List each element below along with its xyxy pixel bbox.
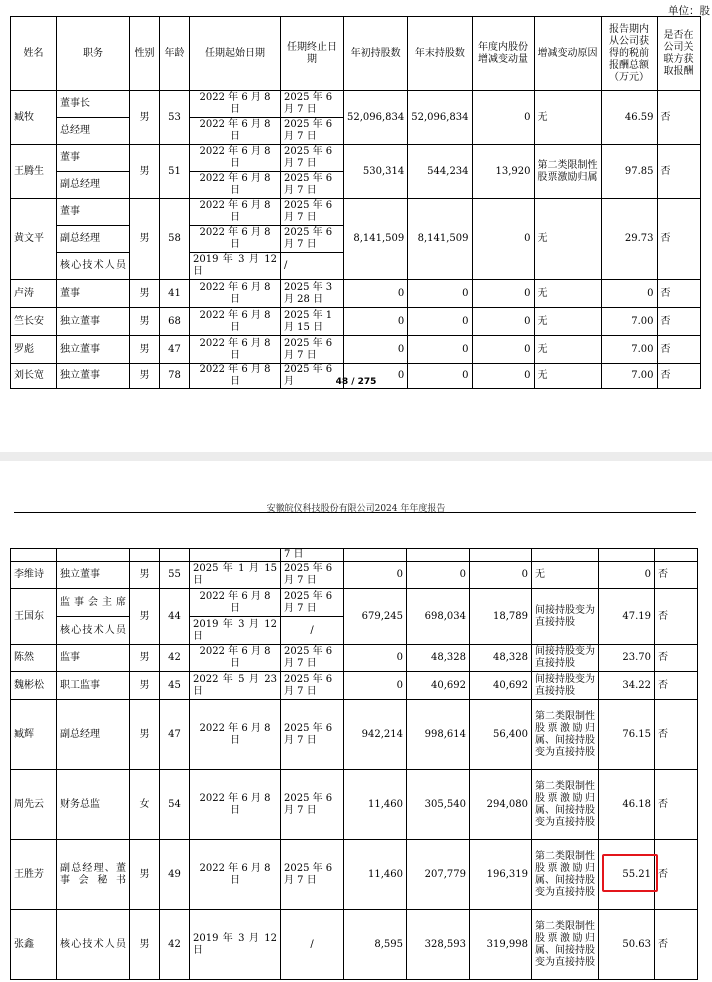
col-header: 任期终止日期 <box>281 17 344 91</box>
pay-cell: 34.22 <box>599 672 655 700</box>
table-row-carryover <box>11 549 698 562</box>
begin-shares-cell: 0 <box>344 645 407 672</box>
report-page-48 <box>0 0 712 452</box>
end-date-cell: / <box>281 617 344 645</box>
start-date-cell: 2022 年 6 月 8 日 <box>190 336 281 364</box>
pay-cell: 0 <box>599 562 655 589</box>
change-cell: 0 <box>472 336 534 364</box>
begin-shares-cell: 8,141,509 <box>344 199 408 280</box>
reason-cell: 无 <box>534 336 601 364</box>
reason-cell: 第二类限制性股票激励归属 <box>534 145 601 199</box>
start-date-cell: 2022 年 5 月 23 日 <box>190 672 281 700</box>
table-row <box>11 770 698 840</box>
role-cell: 董事长 <box>57 91 130 118</box>
reason-cell: 第二类限制性股票激励归属、间接持股变为直接持股 <box>532 770 599 840</box>
begin-shares-cell: 0 <box>344 364 408 389</box>
age-cell: 53 <box>160 91 190 145</box>
change-cell: 13,920 <box>472 145 534 199</box>
change-cell: 0 <box>472 308 534 336</box>
start-date-cell: 2022 年 6 月 8 日 <box>190 118 281 145</box>
reason-cell: 无 <box>534 199 601 280</box>
reason-cell: 间接持股变为直接持股 <box>532 672 599 700</box>
role-cell: 监事会主席 <box>57 589 130 617</box>
reason-cell: 第二类限制性股票激励归属、间接持股变为直接持股 <box>532 840 599 910</box>
change-cell: 56,400 <box>470 700 532 770</box>
related-cell: 否 <box>657 280 700 308</box>
start-date-cell: 2022 年 6 月 8 日 <box>190 226 281 253</box>
start-date-cell: 2019 年 3 月 12 日 <box>190 253 281 280</box>
change-cell: 0 <box>470 562 532 589</box>
begin-shares-cell: 942,214 <box>344 700 407 770</box>
name-cell: 黄文平 <box>11 199 57 280</box>
age-cell: 54 <box>160 770 190 840</box>
end-shares-cell: 998,614 <box>407 700 470 770</box>
col-header: 增减变动原因 <box>534 17 601 91</box>
end-shares-cell: 698,034 <box>407 589 470 645</box>
begin-shares-cell: 0 <box>344 672 407 700</box>
related-cell: 否 <box>657 145 700 199</box>
pay-cell: 7.00 <box>601 364 657 389</box>
reason-cell: 无 <box>534 364 601 389</box>
role-cell: 独立董事 <box>57 308 130 336</box>
role-cell: 核心技术人员 <box>57 617 130 645</box>
change-cell: 0 <box>472 91 534 145</box>
col-header: 年龄 <box>160 17 190 91</box>
begin-shares-cell: 0 <box>344 280 408 308</box>
col-header: 任期起始日期 <box>190 17 281 91</box>
start-date-cell: 2019 年 3 月 12 日 <box>190 617 281 645</box>
age-cell: 42 <box>160 645 190 672</box>
end-date-cell: 2025 年 6 月 7 日 <box>281 199 344 226</box>
related-cell: 否 <box>655 840 698 910</box>
change-cell: 0 <box>472 364 534 389</box>
name-cell: 陈然 <box>11 645 57 672</box>
gender-cell: 男 <box>130 364 160 389</box>
related-cell: 否 <box>655 589 698 645</box>
end-date-cell: 2025 年 3 月 28 日 <box>281 280 344 308</box>
end-shares-cell: 0 <box>407 562 470 589</box>
related-cell: 否 <box>657 364 700 389</box>
end-date-cell: 2025 年 1 月 15 日 <box>281 308 344 336</box>
change-cell: 319,998 <box>470 910 532 980</box>
change-cell: 40,692 <box>470 672 532 700</box>
end-date-cell: 2025 年 6 月 7 日 <box>281 672 344 700</box>
col-header: 年度内股份增减变动量 <box>472 17 534 91</box>
role-cell: 核心技术人员 <box>57 253 130 280</box>
end-date-cell: 2025 年 6 月 7 日 <box>281 840 344 910</box>
end-date-cell: 2025 年 6 月 7 日 <box>281 118 344 145</box>
page-number: 48 / 275 <box>335 377 377 387</box>
age-cell: 55 <box>160 562 190 589</box>
start-date-cell: 2022 年 6 月 8 日 <box>190 308 281 336</box>
end-date-cell: 2025 年 6 月 7 日 <box>281 172 344 199</box>
start-date-cell: 2022 年 6 月 8 日 <box>190 145 281 172</box>
director-holdings-table-continued <box>10 548 698 980</box>
age-cell: 45 <box>160 672 190 700</box>
director-holdings-table <box>10 16 701 389</box>
change-cell: 0 <box>472 280 534 308</box>
pay-cell: 46.59 <box>601 91 657 145</box>
end-date-cell: 2025 年 6 月 <box>281 364 344 389</box>
gender-cell: 男 <box>130 910 160 980</box>
table-row <box>11 589 698 617</box>
related-cell: 否 <box>657 91 700 145</box>
start-date-cell: 2022 年 6 月 8 日 <box>190 199 281 226</box>
end-shares-cell: 40,692 <box>407 672 470 700</box>
pay-cell-highlighted: 55.21 <box>599 840 655 910</box>
pay-cell: 0 <box>601 280 657 308</box>
role-cell: 核心技术人员 <box>57 910 130 980</box>
begin-shares-cell: 11,460 <box>344 840 407 910</box>
col-header: 性别 <box>130 17 160 91</box>
gender-cell: 男 <box>130 280 160 308</box>
age-cell: 49 <box>160 840 190 910</box>
pay-cell: 47.19 <box>599 589 655 645</box>
change-cell: 294,080 <box>470 770 532 840</box>
begin-shares-cell: 0 <box>344 336 408 364</box>
end-shares-cell: 207,779 <box>407 840 470 910</box>
report-page-49 <box>0 461 712 982</box>
gender-cell: 男 <box>130 700 160 770</box>
end-shares-cell: 0 <box>408 336 472 364</box>
related-cell: 否 <box>655 562 698 589</box>
age-cell: 51 <box>160 145 190 199</box>
highlight-box <box>602 854 658 892</box>
gender-cell: 男 <box>130 672 160 700</box>
start-date-cell: 2022 年 6 月 8 日 <box>190 770 281 840</box>
role-cell: 副总经理 <box>57 700 130 770</box>
table-row <box>11 336 701 364</box>
related-cell: 否 <box>655 672 698 700</box>
role-cell: 独立董事 <box>57 562 130 589</box>
related-cell: 否 <box>655 645 698 672</box>
role-cell: 董事 <box>57 199 130 226</box>
start-date-cell: 2022 年 6 月 8 日 <box>190 700 281 770</box>
start-date-cell: 2025 年 1 月 15 日 <box>190 562 281 589</box>
gender-cell: 男 <box>130 645 160 672</box>
col-header: 年初持股数 <box>344 17 408 91</box>
gender-cell: 男 <box>130 840 160 910</box>
name-cell: 竺长安 <box>11 308 57 336</box>
start-date-cell: 2019 年 3 月 12 日 <box>190 910 281 980</box>
begin-shares-cell: 0 <box>344 308 408 336</box>
age-cell: 47 <box>160 700 190 770</box>
change-cell: 196,319 <box>470 840 532 910</box>
end-shares-cell: 544,234 <box>408 145 472 199</box>
gender-cell: 男 <box>130 308 160 336</box>
table-row <box>11 280 701 308</box>
role-cell: 副总经理、董事会秘书 <box>57 840 130 910</box>
begin-shares-cell: 52,096,834 <box>344 91 408 145</box>
age-cell: 42 <box>160 910 190 980</box>
name-cell: 卢涛 <box>11 280 57 308</box>
role-cell: 董事 <box>57 145 130 172</box>
table-row <box>11 91 701 118</box>
table-row <box>11 562 698 589</box>
end-shares-cell: 0 <box>408 364 472 389</box>
name-cell: 王国东 <box>11 589 57 645</box>
name-cell: 魏彬松 <box>11 672 57 700</box>
col-header: 是否在公司关联方获取报酬 <box>657 17 700 91</box>
role-cell: 财务总监 <box>57 770 130 840</box>
table-row <box>11 700 698 770</box>
table-row <box>11 145 701 172</box>
begin-shares-cell: 11,460 <box>344 770 407 840</box>
role-cell: 监事 <box>57 645 130 672</box>
page-gap <box>0 452 712 461</box>
end-date-cell: 2025 年 6 月 7 日 <box>281 700 344 770</box>
reason-cell: 无 <box>534 91 601 145</box>
end-date-cell: 2025 年 6 月 7 日 <box>281 336 344 364</box>
age-cell: 41 <box>160 280 190 308</box>
end-shares-cell: 0 <box>408 280 472 308</box>
start-date-cell: 2022 年 6 月 8 日 <box>190 645 281 672</box>
name-cell: 周先云 <box>11 770 57 840</box>
gender-cell: 男 <box>130 336 160 364</box>
end-date-cell: 2025 年 6 月 7 日 <box>281 226 344 253</box>
table-header-row <box>11 17 701 91</box>
end-date-cell: 2025 年 6 月 7 日 <box>281 562 344 589</box>
change-cell: 0 <box>472 199 534 280</box>
related-cell: 否 <box>657 308 700 336</box>
end-shares-cell: 52,096,834 <box>408 91 472 145</box>
table-row <box>11 645 698 672</box>
related-cell: 否 <box>657 336 700 364</box>
start-date-cell: 2022 年 6 月 8 日 <box>190 280 281 308</box>
related-cell: 否 <box>655 770 698 840</box>
reason-cell: 无 <box>534 280 601 308</box>
role-cell: 副总经理 <box>57 172 130 199</box>
name-cell: 臧牧 <box>11 91 57 145</box>
end-shares-cell: 328,593 <box>407 910 470 980</box>
table-row <box>11 840 698 910</box>
pay-cell: 76.15 <box>599 700 655 770</box>
pay-cell: 23.70 <box>599 645 655 672</box>
reason-cell: 无 <box>534 308 601 336</box>
reason-cell: 间接持股变为直接持股 <box>532 645 599 672</box>
name-cell: 王胜芳 <box>11 840 57 910</box>
age-cell: 68 <box>160 308 190 336</box>
related-cell: 否 <box>655 700 698 770</box>
header-rule <box>14 512 696 513</box>
start-date-cell: 2022 年 6 月 8 日 <box>190 172 281 199</box>
gender-cell: 女 <box>130 770 160 840</box>
begin-shares-cell: 679,245 <box>344 589 407 645</box>
end-date-cell: / <box>281 253 344 280</box>
end-shares-cell: 8,141,509 <box>408 199 472 280</box>
gender-cell: 男 <box>130 199 160 280</box>
name-cell: 王腾生 <box>11 145 57 199</box>
begin-shares-cell: 530,314 <box>344 145 408 199</box>
change-cell: 18,789 <box>470 589 532 645</box>
related-cell: 否 <box>655 910 698 980</box>
role-cell: 总经理 <box>57 118 130 145</box>
end-date-cell: 2025 年 6 月 7 日 <box>281 589 344 617</box>
end-date-cell: 7 日 <box>281 549 344 562</box>
role-cell: 董事 <box>57 280 130 308</box>
end-date-cell: 2025 年 6 月 7 日 <box>281 145 344 172</box>
start-date-cell: 2022 年 6 月 8 日 <box>190 840 281 910</box>
role-cell: 副总经理 <box>57 226 130 253</box>
role-cell: 独立董事 <box>57 364 130 389</box>
role-cell: 独立董事 <box>57 336 130 364</box>
col-header: 姓名 <box>11 17 57 91</box>
table-row <box>11 910 698 980</box>
name-cell: 臧辉 <box>11 700 57 770</box>
col-header: 年末持股数 <box>408 17 472 91</box>
start-date-cell: 2022 年 6 月 8 日 <box>190 589 281 617</box>
age-cell: 58 <box>160 199 190 280</box>
table-row <box>11 672 698 700</box>
table-row <box>11 308 701 336</box>
age-cell: 47 <box>160 336 190 364</box>
reason-cell: 第二类限制性股票激励归属、间接持股变为直接持股 <box>532 700 599 770</box>
name-cell: 罗彪 <box>11 336 57 364</box>
gender-cell: 男 <box>130 562 160 589</box>
role-cell: 职工监事 <box>57 672 130 700</box>
age-cell: 78 <box>160 364 190 389</box>
end-shares-cell: 0 <box>408 308 472 336</box>
reason-cell: 第二类限制性股票激励归属、间接持股变为直接持股 <box>532 910 599 980</box>
name-cell: 李维诗 <box>11 562 57 589</box>
col-header: 职务 <box>57 17 130 91</box>
reason-cell: 无 <box>532 562 599 589</box>
gender-cell: 男 <box>130 145 160 199</box>
begin-shares-cell: 0 <box>344 562 407 589</box>
end-date-cell: 2025 年 6 月 7 日 <box>281 770 344 840</box>
start-date-cell: 2022 年 6 月 8 日 <box>190 364 281 389</box>
change-cell: 48,328 <box>470 645 532 672</box>
pay-cell: 29.73 <box>601 199 657 280</box>
table-row <box>11 199 701 226</box>
pay-cell: 97.85 <box>601 145 657 199</box>
pay-cell: 7.00 <box>601 308 657 336</box>
begin-shares-cell: 8,595 <box>344 910 407 980</box>
name-cell: 张鑫 <box>11 910 57 980</box>
unit-label: 单位：股 <box>668 5 710 17</box>
age-cell: 44 <box>160 589 190 645</box>
end-shares-cell: 305,540 <box>407 770 470 840</box>
end-date-cell: / <box>281 910 344 980</box>
pay-cell: 46.18 <box>599 770 655 840</box>
end-date-cell: 2025 年 6 月 7 日 <box>281 91 344 118</box>
pay-cell: 50.63 <box>599 910 655 980</box>
running-header: 安徽皖仪科技股份有限公司2024 年年度报告 <box>266 504 446 514</box>
end-date-cell: 2025 年 6 月 7 日 <box>281 645 344 672</box>
reason-cell: 间接持股变为直接持股 <box>532 589 599 645</box>
pay-cell: 7.00 <box>601 336 657 364</box>
col-header: 报告期内从公司获得的税前报酬总额（万元） <box>601 17 657 91</box>
name-cell: 刘长宽 <box>11 364 57 389</box>
related-cell: 否 <box>657 199 700 280</box>
end-shares-cell: 48,328 <box>407 645 470 672</box>
start-date-cell: 2022 年 6 月 8 日 <box>190 91 281 118</box>
gender-cell: 男 <box>130 91 160 145</box>
gender-cell: 男 <box>130 589 160 645</box>
